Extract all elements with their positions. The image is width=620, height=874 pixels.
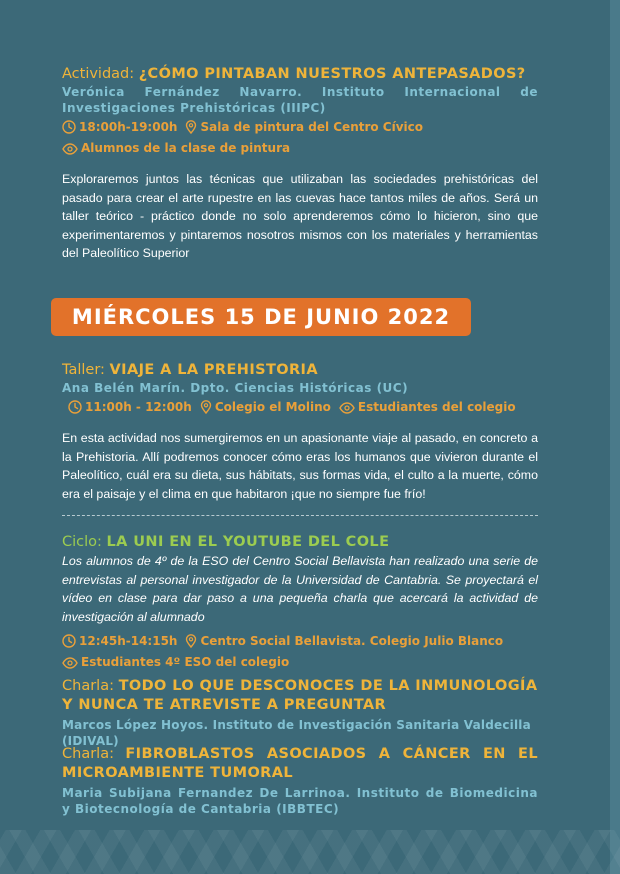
cycle-audience: Estudiantes 4º ESO del colegio — [81, 655, 290, 670]
workshop-lead: Taller: — [62, 362, 110, 378]
activity-section — [62, 64, 538, 263]
talk1-section — [62, 676, 538, 749]
workshop-heading — [62, 360, 538, 380]
activity-lead: Actividad: — [62, 66, 139, 82]
cycle-title: LA UNI EN EL YOUTUBE DEL COLE — [106, 534, 390, 550]
location-pin-icon — [185, 120, 197, 139]
activity-audience: Alumnos de la clase de pintura — [81, 141, 291, 155]
activity-meta-line2 — [62, 139, 538, 160]
location-pin-icon — [185, 634, 197, 653]
page-edge-strip — [610, 0, 620, 874]
eye-icon — [339, 401, 355, 419]
cycle-time: 12:45h-14:15h — [79, 634, 178, 649]
cycle-meta-line2 — [62, 653, 538, 674]
talk2-section — [62, 744, 538, 817]
workshop-speaker: Ana Belén Marín. Dpto. Ciencias Históricas (UC) — [62, 381, 409, 395]
workshop-place: Colegio el Molino — [214, 400, 331, 414]
workshop-time: 11:00h - 12:00h — [85, 400, 192, 414]
cycle-description: Los alumnos de 4º de la ESO del Centro Social Bellavista han realizado una serie de entrevistas al personal investigador de la Universidad de Cantabria. Se proyectará el vídeo en clase para dar paso a una pequeña charla que acercará la actividad de investigación al alumnado — [62, 554, 538, 624]
section-divider — [62, 515, 538, 516]
eye-icon — [62, 142, 78, 160]
talk2-lead: Charla: — [62, 746, 126, 762]
date-banner: MIÉRCOLES 15 DE JUNIO 2022 — [51, 298, 471, 336]
bottom-decorative-pattern — [0, 830, 620, 874]
activity-title: ¿CÓMO PINTABAN NUESTROS ANTEPASADOS? — [138, 66, 526, 82]
activity-time: 18:00h-19:00h — [79, 120, 178, 134]
activity-description: Exploraremos juntos las técnicas que utilizaban las sociedades prehistóricas del pasado para crear el arte rupestre en las cuevas hace tantos miles de años. Será un taller teórico - práctico donde no solo aprenderemos cómo lo hicieron, sino que experimentaremos y pintaremos nosotros mismos con los materiales y herramientas del Paleolítico Superior — [62, 172, 538, 261]
clock-icon — [68, 400, 82, 419]
workshop-section — [62, 360, 538, 503]
talk2-speaker: Maria Subijana Fernandez De Larrinoa. Instituto de Biomedicina y Biotecnología de Cantabria (IBBTEC) — [62, 786, 538, 816]
activity-place: Sala de pintura del Centro Cívico — [200, 120, 424, 134]
location-pin-icon — [200, 400, 212, 419]
workshop-title: VIAJE A LA PREHISTORIA — [109, 362, 318, 378]
cycle-heading — [62, 532, 538, 552]
cycle-place: Centro Social Bellavista. Colegio Julio Blanco — [200, 634, 504, 649]
talk1-speaker: Marcos López Hoyos. Instituto de Investigación Sanitaria Valdecilla (IDIVAL) — [62, 718, 531, 748]
cycle-lead: Ciclo: — [62, 534, 107, 550]
workshop-description: En esta actividad nos sumergiremos en un apasionante viaje al pasado, en concreto a la Prehistoria. Allí podremos conocer cómo eras los humanos que vivieron durante el Paleolítico, cuál era su dieta, sus hábitats, sus formas vida, el culto a la muerte, cómo era el paisaje y el clima en que habitaron ¡que no siempre fue frío! — [62, 431, 538, 501]
cycle-meta-line1 — [62, 632, 538, 653]
activity-meta-line1 — [62, 118, 538, 139]
workshop-meta — [62, 398, 538, 419]
talk1-heading — [62, 676, 538, 715]
cycle-section — [62, 532, 538, 674]
activity-heading — [62, 64, 538, 84]
clock-icon — [62, 120, 76, 139]
talk2-title: FIBROBLASTOS ASOCIADOS A CÁNCER EN EL MICROAMBIENTE TUMORAL — [62, 746, 538, 781]
workshop-audience: Estudiantes del colegio — [357, 400, 516, 414]
talk1-title: TODO LO QUE DESCONOCES DE LA INMUNOLOGÍA Y NUNCA TE ATREVISTE A PREGUNTAR — [62, 678, 538, 713]
talk2-heading — [62, 744, 538, 783]
clock-icon — [62, 634, 76, 653]
activity-speaker: Verónica Fernández Navarro. Instituto Internacional de Investigaciones Prehistóricas (IIIPC) — [62, 85, 538, 115]
talk1-lead: Charla: — [62, 678, 119, 694]
eye-icon — [62, 656, 78, 674]
